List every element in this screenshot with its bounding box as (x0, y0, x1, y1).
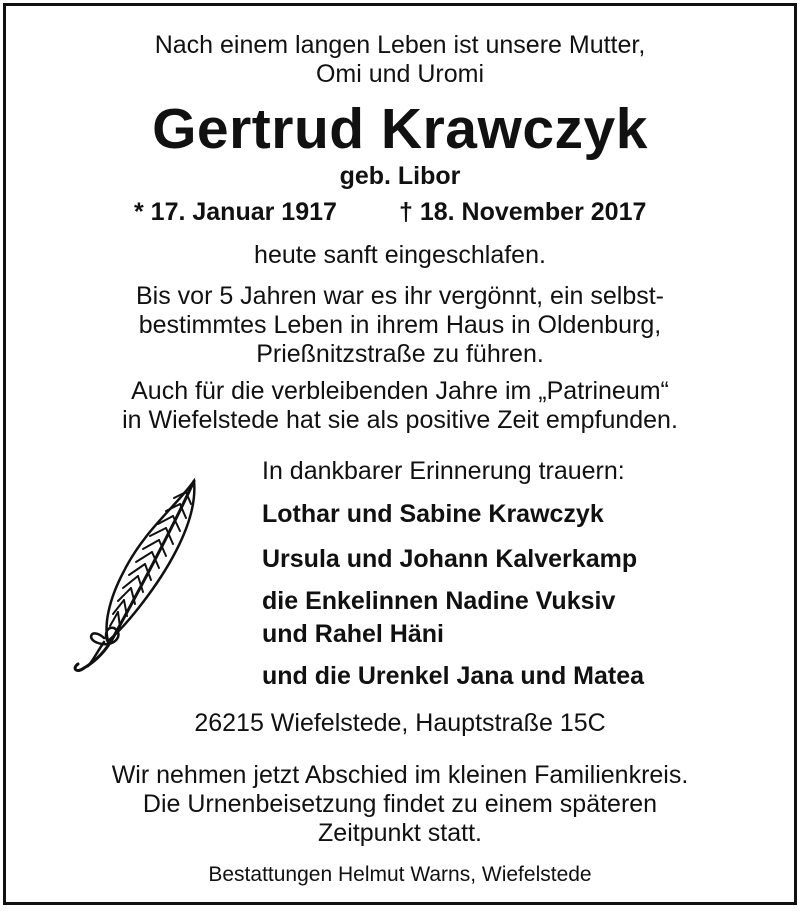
intro-line-2: Omi und Uromi (315, 60, 485, 88)
bio-line-2: bestimmtes Leben in ihrem Haus in Oldenburg, (138, 311, 662, 339)
bio-line-1: Bis vor 5 Jahren war es ihr vergönnt, ein selbst- (135, 282, 664, 310)
bio-line-5: in Wiefelstede hat sie als positive Zeit empfunden. (122, 406, 678, 434)
mourner-line-4: und Rahel Häni (262, 620, 444, 648)
farewell-line-1: Wir nehmen jetzt Abschied im kleinen Familienkreis. (111, 761, 689, 789)
address: 26215 Wiefelstede, Hauptstraße 15C (194, 709, 606, 737)
birth-date: * 17. Januar 1917 (134, 198, 337, 226)
bio-line-3: Prießnitzstraße zu führen. (256, 340, 544, 368)
undertaker: Bestattungen Helmut Warns, Wiefelstede (208, 863, 592, 886)
bio-line-4: Auch für die verbleibenden Jahre im „Patrineum“ (131, 377, 669, 405)
intro-line-1: Nach einem langen Leben ist unsere Mutter, (154, 31, 646, 59)
farewell-line-3: Zeitpunkt statt. (318, 819, 482, 847)
mourners-intro: In dankbarer Erinnerung trauern: (262, 457, 625, 485)
farewell-line-2: Die Urnenbeisetzung findet zu einem späteren (142, 790, 658, 818)
passed-text: heute sanft eingeschlafen. (254, 241, 546, 269)
death-date: † 18. November 2017 (399, 198, 647, 226)
deceased-name: Gertrud Krawczyk (152, 97, 648, 161)
feather-icon (66, 476, 206, 681)
maiden-name: geb. Libor (339, 162, 461, 190)
mourner-line-2: Ursula und Johann Kalverkamp (262, 545, 638, 573)
mourner-line-5: und die Urenkel Jana und Matea (262, 662, 645, 690)
mourner-line-1: Lothar und Sabine Krawczyk (262, 500, 604, 528)
obituary-notice (3, 3, 797, 905)
mourner-line-3: die Enkelinnen Nadine Vuksiv (262, 587, 616, 615)
